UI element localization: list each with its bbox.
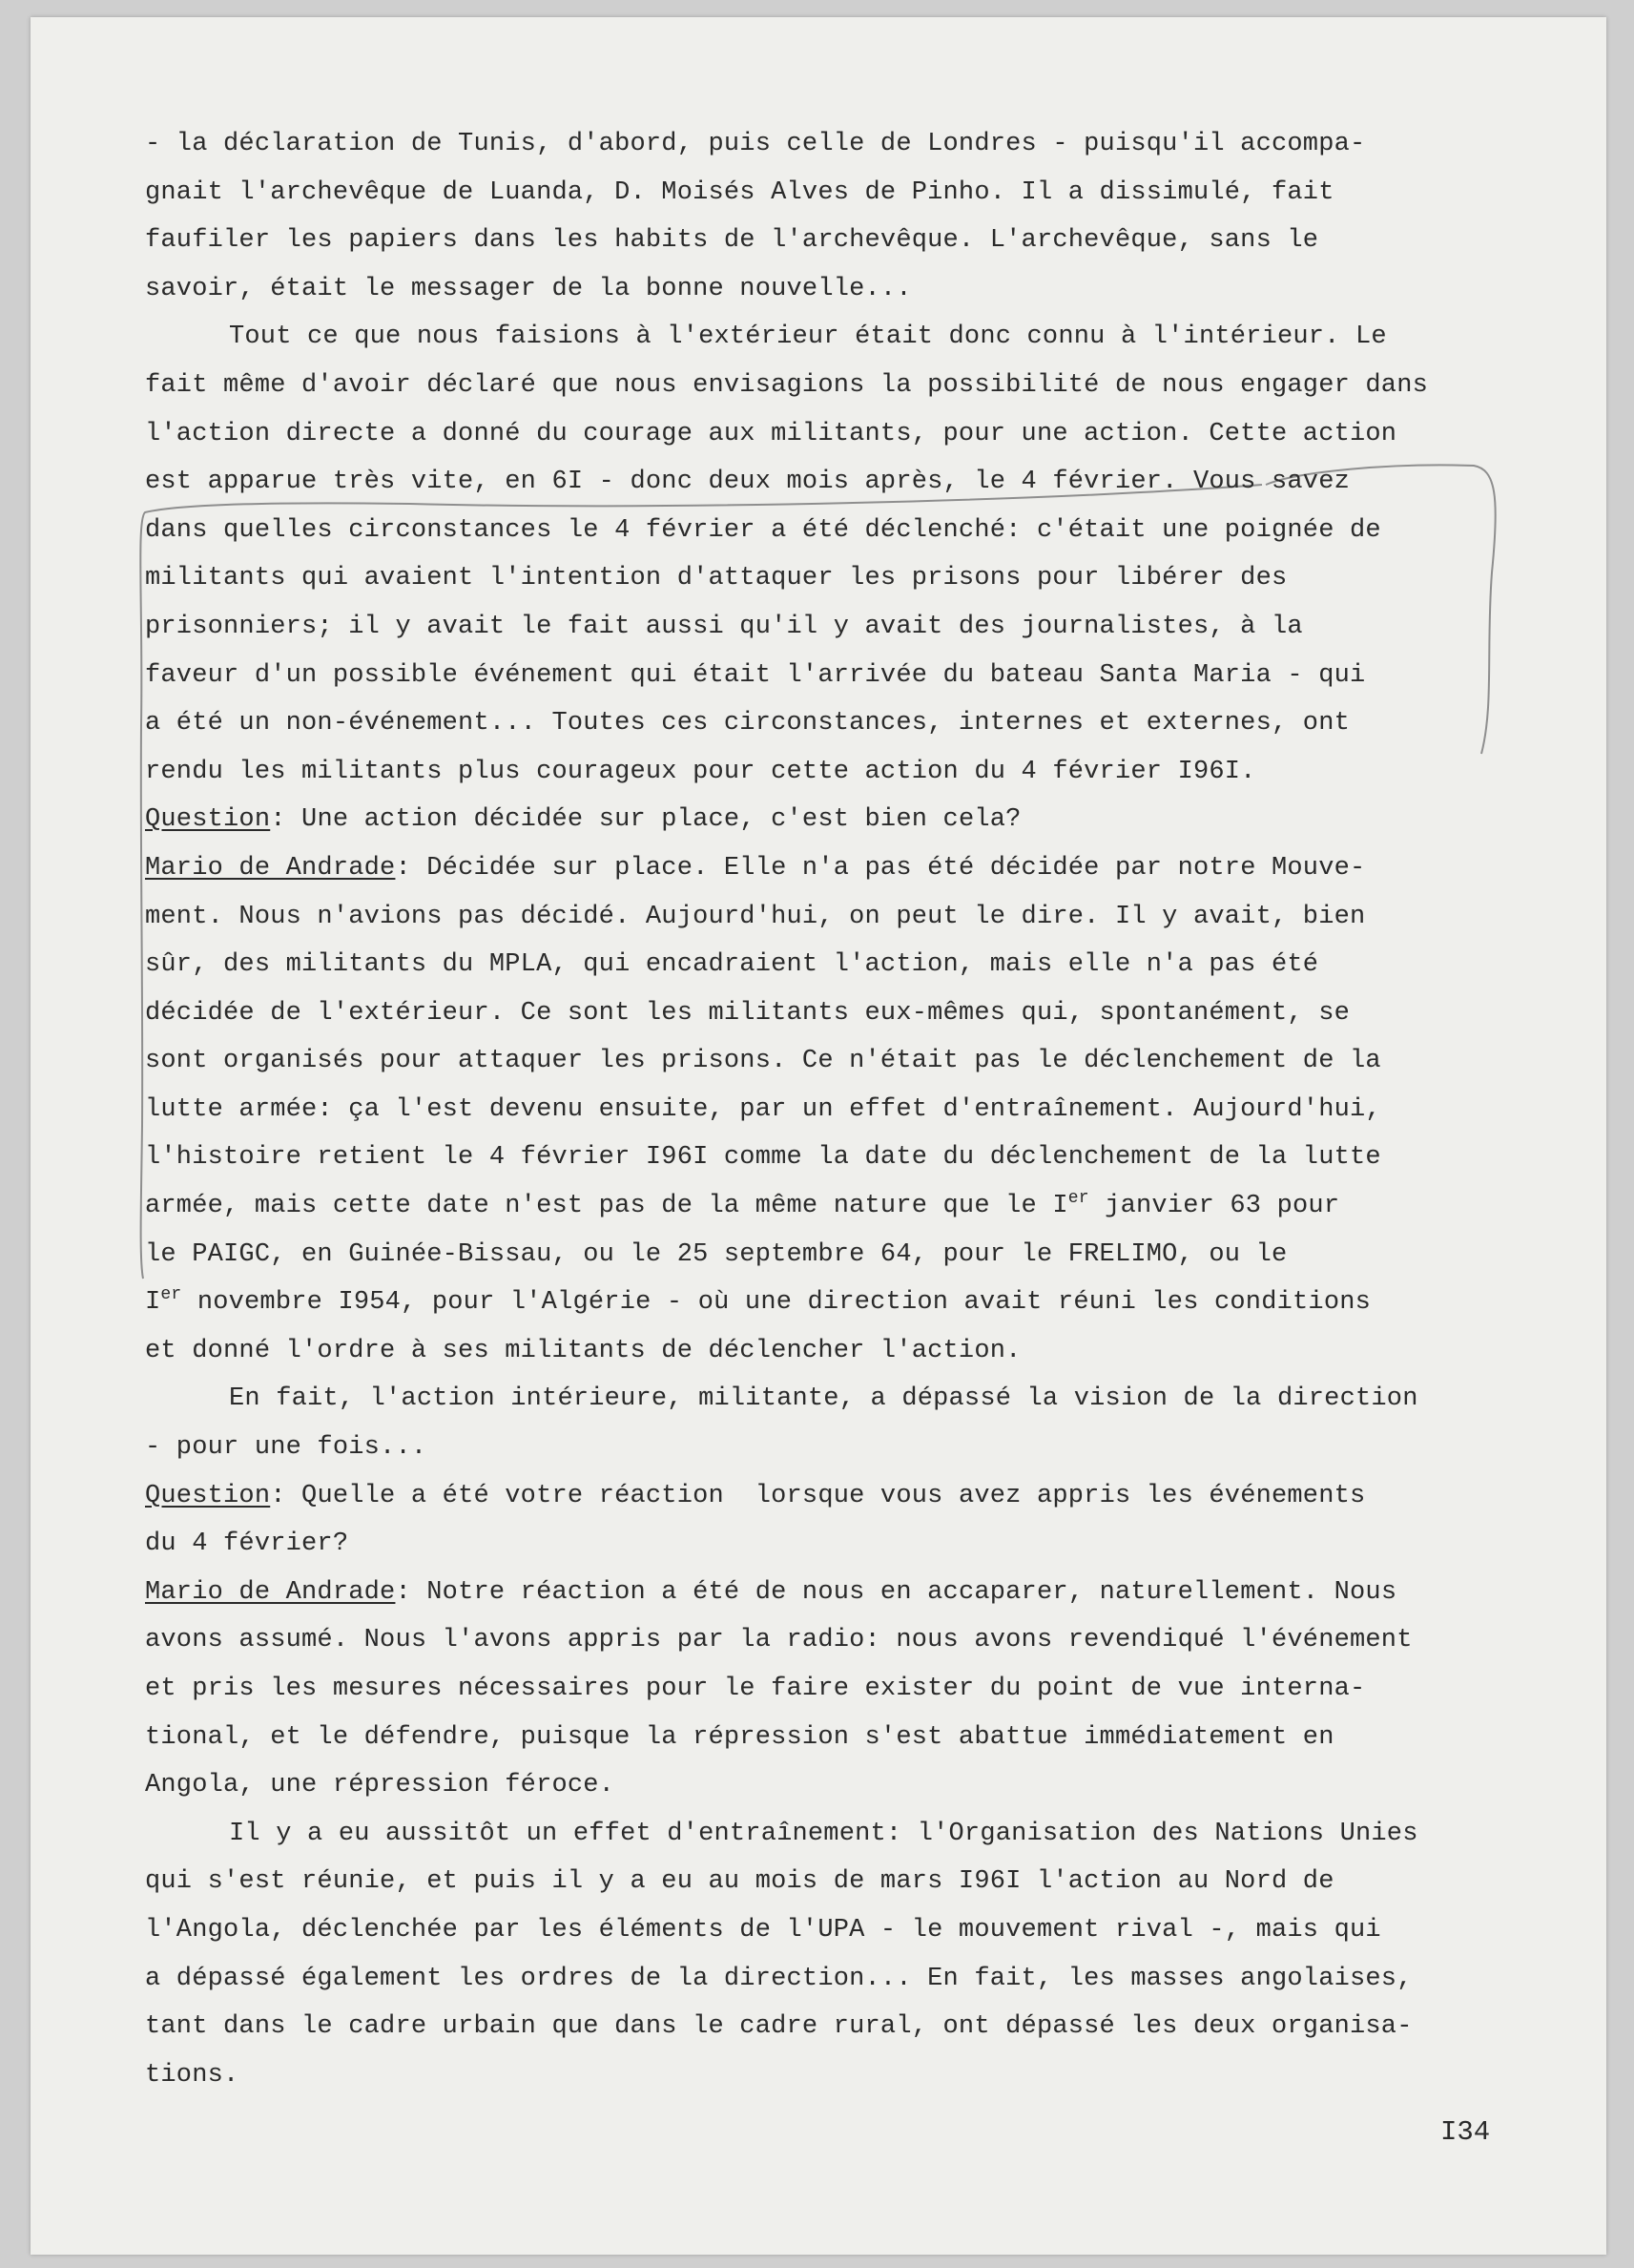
answer-line (145, 1569, 1519, 1617)
text-segment: I (145, 1288, 161, 1318)
superscript: er (160, 1285, 182, 1305)
text-line: faveur d'un possible événement qui était l'arrivée du bateau Santa Maria - qui (145, 660, 1366, 690)
text-line: qui s'est réunie, et puis il y a eu au mois de mars I96I l'action au Nord de (145, 1867, 1334, 1897)
question-label: Question (145, 1481, 271, 1510)
speaker-label: Mario de Andrade (145, 853, 396, 883)
text-line: a dépassé également les ordres de la direction... En fait, les masses angolaises, (145, 1964, 1413, 1993)
text-line: et donné l'ordre à ses militants de déclencher l'action. (145, 1336, 1022, 1365)
text-line: dans quelles circonstances le 4 février a été déclenché: c'était une poignée de (145, 515, 1381, 545)
text-line: le PAIGC, en Guinée-Bissau, ou le 25 septembre 64, pour le FRELIMO, ou le (145, 1239, 1288, 1269)
question-line (145, 1472, 1519, 1521)
text-line: gnait l'archevêque de Luanda, D. Moisés Alves de Pinho. Il a dissimulé, fait (145, 177, 1334, 207)
text-line: ment. Nous n'avions pas décidé. Aujourd'hui, on peut le dire. Il y avait, bien (145, 902, 1366, 931)
speaker-label: Mario de Andrade (145, 1577, 396, 1607)
text-line: l'action directe a donné du courage aux militants, pour une action. Cette action (145, 419, 1397, 448)
text-segment: janvier 63 pour (1088, 1192, 1340, 1221)
text-line: rendu les militants plus courageux pour cette action du 4 février I96I. (145, 757, 1256, 786)
text-line: fait même d'avoir déclaré que nous envisagions la possibilité de nous engager dans (145, 370, 1429, 400)
text-line (145, 1279, 1519, 1327)
text-line: prisonniers; il y avait le fait aussi qu'il y avait des journalistes, à la (145, 612, 1303, 641)
text-line: En fait, l'action intérieure, militante, a dépassé la vision de la direction (229, 1384, 1418, 1414)
document-body (145, 120, 1519, 2099)
text-line: militants qui avaient l'intention d'attaquer les prisons pour libérer des (145, 564, 1288, 593)
text-line: - pour une fois... (145, 1433, 427, 1463)
text-line: savoir, était le messager de la bonne nouvelle... (145, 274, 912, 303)
text-line: Angola, une répression féroce. (145, 1771, 615, 1800)
text-segment: armée, mais cette date n'est pas de la même nature que le I (145, 1192, 1068, 1221)
text-line: Tout ce que nous faisions à l'extérieur était donc connu à l'intérieur. Le (229, 323, 1387, 352)
question-label: Question (145, 805, 271, 835)
text-line: tant dans le cadre urbain que dans le cadre rural, ont dépassé les deux organisa- (145, 2012, 1413, 2042)
text-line: Il y a eu aussitôt un effet d'entraînement: l'Organisation des Nations Unies (229, 1819, 1418, 1848)
text-segment: novembre I954, pour l'Algérie - où une direction avait réuni les conditions (181, 1288, 1372, 1318)
text-line: - la déclaration de Tunis, d'abord, puis celle de Londres - puisqu'il accompa- (145, 130, 1366, 158)
text-line: et pris les mesures nécessaires pour le faire exister du point de vue interna- (145, 1675, 1366, 1703)
text-line: du 4 février? (145, 1529, 349, 1559)
text-line: l'Angola, déclenchée par les éléments de l'UPA - le mouvement rival -, mais qui (145, 1915, 1381, 1945)
question-line (145, 796, 1519, 844)
text-line (145, 1182, 1519, 1231)
text-line: décidée de l'extérieur. Ce sont les militants eux-mêmes qui, spontanément, se (145, 998, 1351, 1028)
answer-text: : Décidée sur place. Elle n'a pas été décidée par notre Mouve- (395, 853, 1366, 883)
text-line: a été un non-événement... Toutes ces circonstances, internes et externes, ont (145, 709, 1351, 739)
question-text: : Quelle a été votre réaction lorsque vous avez appris les événements (270, 1481, 1366, 1510)
superscript: er (1067, 1189, 1089, 1209)
text-line: faufiler les papiers dans les habits de l'archevêque. L'archevêque, sans le (145, 226, 1319, 256)
text-line: sûr, des militants du MPLA, qui encadraient l'action, mais elle n'a pas été (145, 950, 1319, 980)
page-number: I34 (1440, 2116, 1491, 2148)
text-line: est apparue très vite, en 6I - donc deux mois après, le 4 février. Vous savez (145, 468, 1351, 497)
text-line: sont organisés pour attaquer les prisons. Ce n'était pas le déclenchement de la (145, 1047, 1381, 1076)
text-line: tional, et le défendre, puisque la répression s'est abattue immédiatement en (145, 1722, 1334, 1752)
text-line: l'histoire retient le 4 février I96I comme la date du déclenchement de la lutte (145, 1143, 1381, 1173)
question-text: : Une action décidée sur place, c'est bien cela? (270, 805, 1022, 835)
text-line: tions. (145, 2060, 239, 2090)
answer-text: : Notre réaction a été de nous en accaparer, naturellement. Nous (395, 1577, 1397, 1607)
answer-line (145, 844, 1519, 893)
text-line: avons assumé. Nous l'avons appris par la radio: nous avons revendiqué l'événement (145, 1626, 1413, 1655)
text-line: lutte armée: ça l'est devenu ensuite, par un effet d'entraînement. Aujourd'hui, (145, 1094, 1381, 1124)
